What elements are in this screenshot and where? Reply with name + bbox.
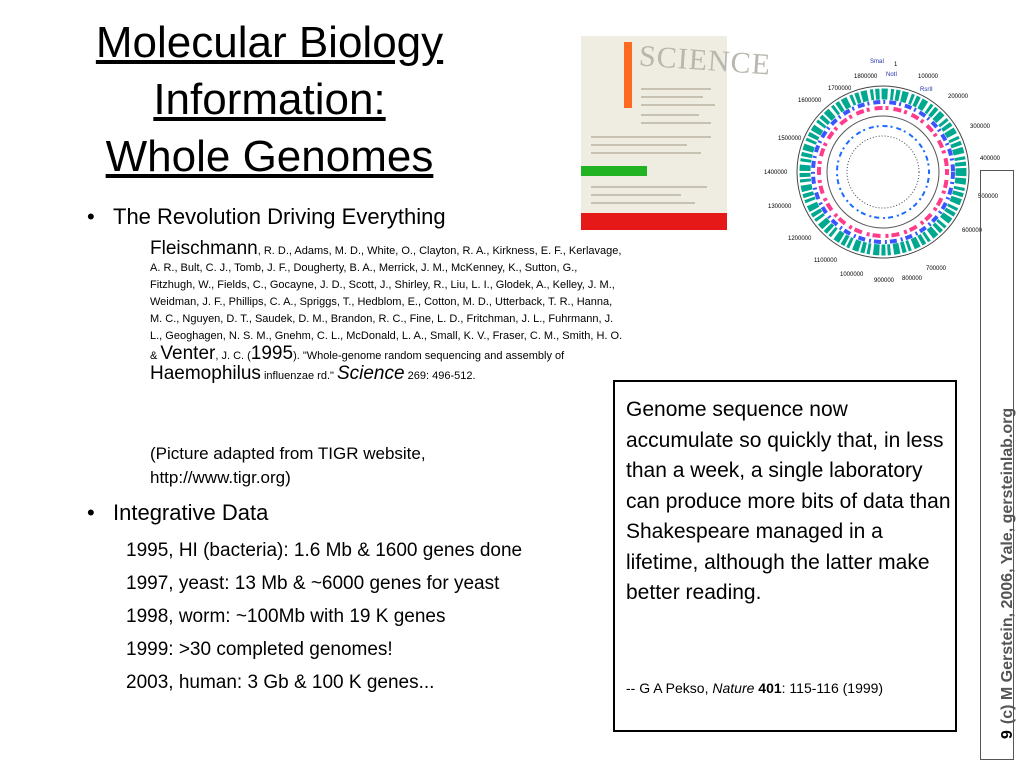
- fact-item-1998: 1998, worm: ~100Mb with 19 K genes: [126, 606, 446, 627]
- quote-attribution: [626, 680, 883, 696]
- citation-organism: Haemophilus: [150, 363, 261, 384]
- fact-item-1995: 1995, HI (bacteria): 1.6 Mb & 1600 genes done: [126, 540, 523, 561]
- map-label-1000000: 1000000: [840, 272, 864, 278]
- citation-part-5: 269: 496-512.: [404, 370, 476, 382]
- bullet-dot-icon: •: [87, 204, 95, 229]
- bullet-integrative-text: Integrative Data: [113, 500, 269, 525]
- map-label-800000: 800000: [902, 276, 923, 282]
- quote-journal: Nature: [712, 680, 755, 696]
- title-line-3: Whole Genomes: [105, 132, 434, 181]
- picture-credit-line-2: http://www.tigr.org): [150, 468, 291, 487]
- quote-volume: 401: [758, 680, 782, 696]
- map-label-rsrii-1: RsrII: [920, 87, 933, 93]
- map-label-noti-1: NotI: [886, 72, 898, 78]
- citation-journal: Science: [336, 363, 405, 384]
- quote-text: Genome sequence now accumulate so quickly that, in less than a week, a single laboratory can produce more bits of data than Shakespeare managed in a lifetime, although the latter make better reading.: [626, 398, 951, 604]
- bullet-revolution: [88, 204, 446, 230]
- picture-credit-line-1: (Picture adapted from TIGR website,: [150, 444, 426, 463]
- title-line-1: Molecular Biology: [95, 18, 444, 67]
- citation-author-venter: Venter: [160, 343, 216, 364]
- page-number: 9: [999, 730, 1016, 739]
- slide-title: [42, 14, 497, 185]
- quote-box: [613, 380, 957, 732]
- fact-item-1997: 1997, yeast: 13 Mb & ~6000 genes for yeast: [126, 573, 500, 594]
- map-label-1100000: 1100000: [814, 258, 837, 264]
- map-label-1500000: 1500000: [778, 136, 802, 142]
- map-label-1200000: 1200000: [788, 236, 812, 242]
- cover-logo: SCIENCE: [638, 39, 773, 82]
- genome-facts-list: [126, 538, 522, 703]
- map-label-1700000: 1700000: [828, 86, 852, 92]
- cover-red-bar: [581, 213, 727, 230]
- map-label-500000: 500000: [978, 194, 999, 200]
- map-label-1600000: 1600000: [798, 98, 822, 104]
- copyright-side-label: [980, 170, 1014, 760]
- bullet-dot-icon: •: [87, 500, 95, 525]
- title-line-2: Information:: [153, 75, 386, 124]
- map-label-200000: 200000: [948, 94, 969, 100]
- map-label-600000: 600000: [962, 228, 983, 234]
- side-label-rotated: [998, 408, 1018, 739]
- bullet-integrative-data: [88, 500, 268, 526]
- map-label-900000: 900000: [874, 278, 895, 284]
- citation-authors-list: , R. D., Adams, M. D., White, O., Clayton, R. A., Kirkness, E. F., Kerlavage, A. R., Bult, C. J., Tomb, J. F., Dougherty, B. A., Merrick, J. M., McKenney, K., Sutton, G., Fitzhugh, W., Fields, C., Gocayne, J. D., Scott, J., Shirley, R., Liu, L. I., Glodek, A., Kelley, J. M., Weidman, J. F., Phillips, C. A., Spriggs, T., Hedblom, E., Cotton, M. D., Utterback, T. R., Hanna, M. C., Nguyen, D. T., Saudek, D. M., Brandon, R. C., Fine, L. D., Fritchman, J. L., Fuhrmann, J. L., Geoghagen, N. S. M., Gnehm, C. L., McDonald, L. A., Small, K. V., Fraser, C. M., Smith, H. O. &: [150, 245, 623, 362]
- fact-item-1999: 1999: >30 completed genomes!: [126, 639, 393, 660]
- map-label-1300000: 1300000: [768, 204, 792, 210]
- copyright-credit: (c) M Gerstein, 2006, Yale, gersteinlab.org: [999, 407, 1016, 725]
- cover-green-bar: [581, 166, 647, 176]
- map-label-1: 1: [894, 62, 898, 68]
- citation-part-4: influenzae rd.": [260, 370, 337, 382]
- map-label-400000: 400000: [980, 156, 1001, 162]
- map-label-700000: 700000: [926, 266, 947, 272]
- citation-part-2: , J. C. (: [215, 350, 251, 362]
- bullet-revolution-text: The Revolution Driving Everything: [113, 204, 446, 229]
- quote-pages: : 115-116 (1999): [781, 680, 884, 696]
- map-label-300000: 300000: [970, 124, 991, 130]
- citation-author-fleischmann: Fleischmann: [150, 238, 258, 259]
- fact-item-2003: 2003, human: 3 Gb & 100 K genes...: [126, 672, 435, 693]
- map-label-smai-1: SmaI: [870, 59, 885, 65]
- map-label-1800000: 1800000: [854, 74, 878, 80]
- map-label-1400000: 1400000: [764, 170, 788, 176]
- picture-credit-note: [150, 442, 426, 490]
- cover-orange-stripe: [624, 42, 632, 108]
- quote-attribution-prefix: -- G A Pekso,: [626, 680, 713, 696]
- citation-part-3: ). "Whole-genome random sequencing and assembly of: [293, 350, 565, 362]
- citation-year: 1995: [250, 343, 294, 364]
- map-label-100000: 100000: [918, 74, 939, 80]
- genome-map-diagram: [758, 48, 1006, 294]
- science-cover-image: [581, 36, 773, 230]
- citation-reference: [150, 240, 625, 385]
